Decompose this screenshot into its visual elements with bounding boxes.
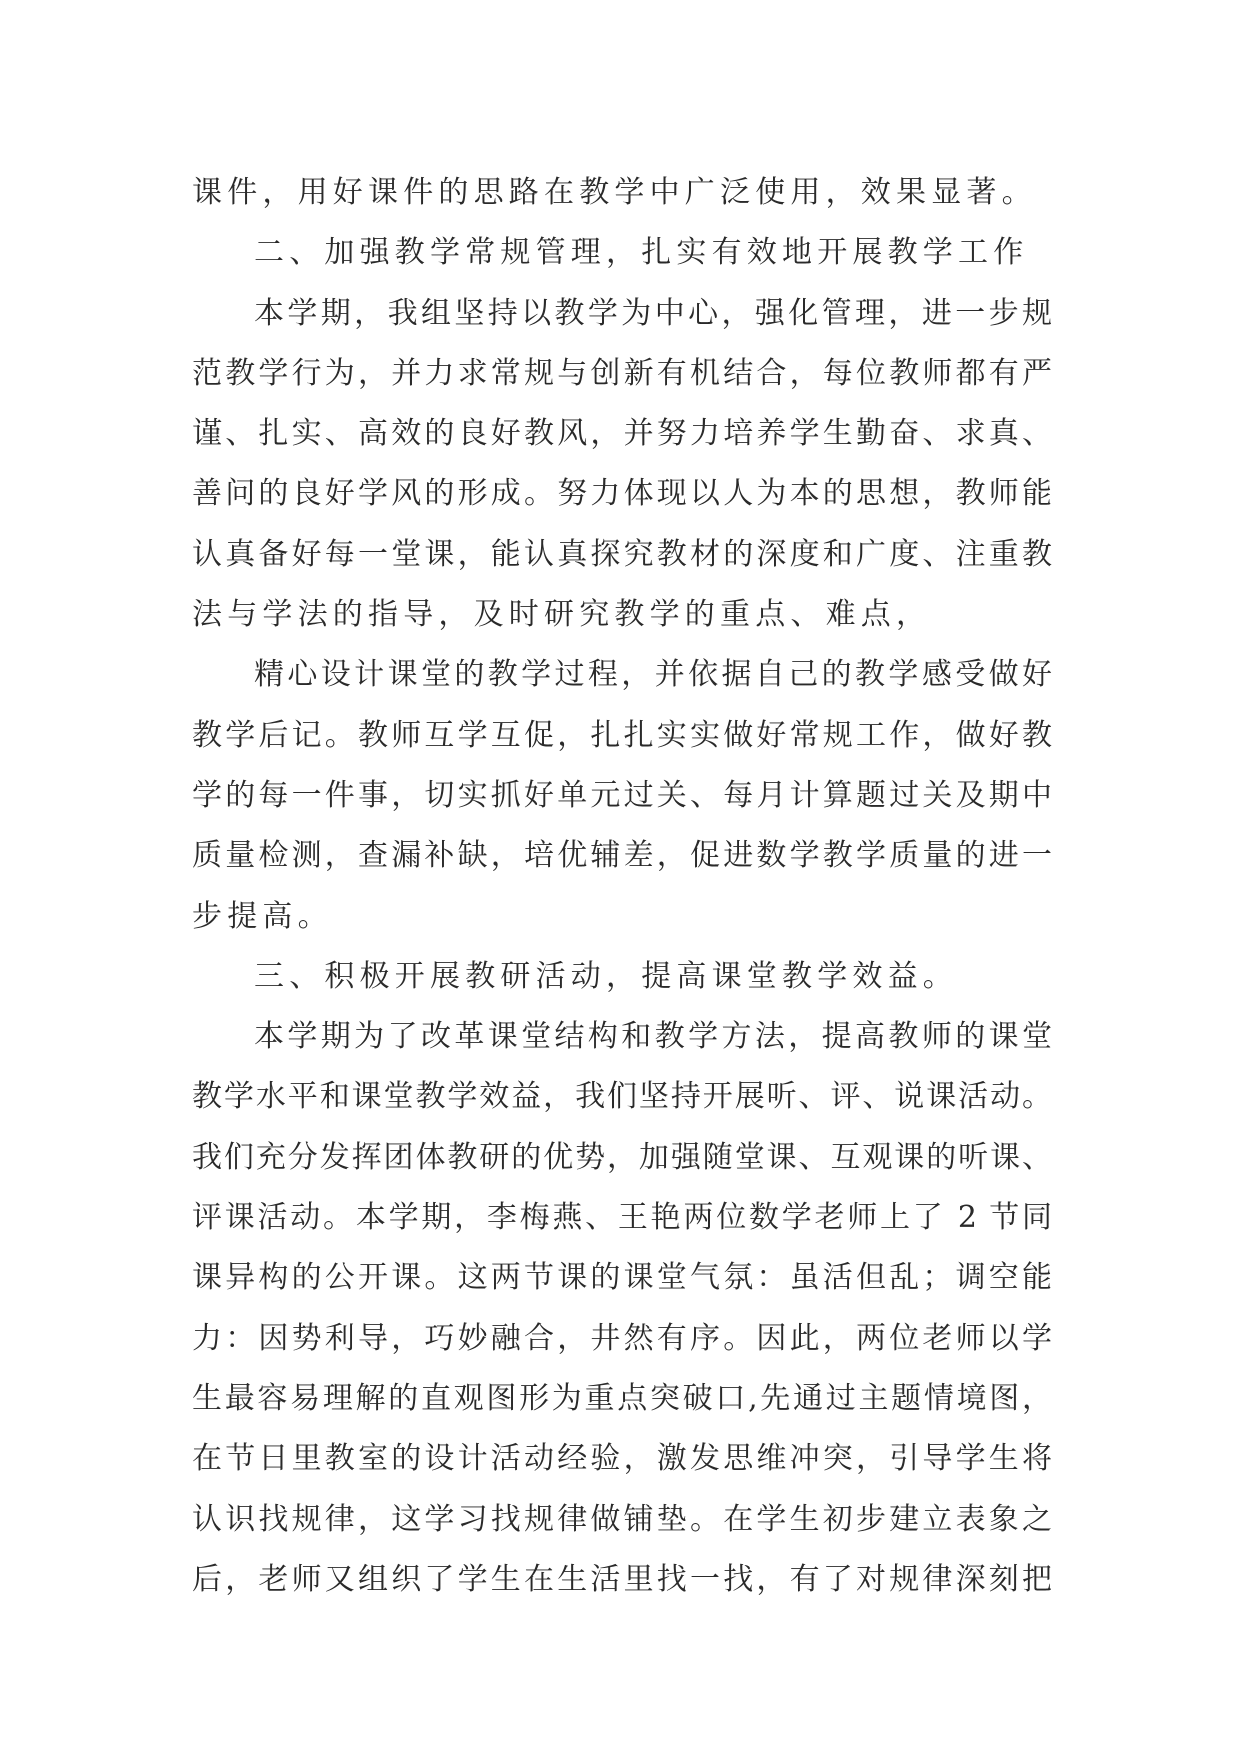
text-line: 后，老师又组织了学生在生活里找一找，有了对规律深刻把 — [192, 1561, 1052, 1597]
text-line: 课异构的公开课。这两节课的课堂气氛：虽活但乱；调空能 — [192, 1260, 1052, 1296]
text-line: 二、加强教学常规管理，扎实有效地开展教学工作 — [254, 235, 1029, 271]
text-line: 认识找规律，这学习找规律做铺垫。在学生初步建立表象之 — [192, 1501, 1052, 1537]
text-line: 生最容易理解的直观图形为重点突破口,先通过主题情境图， — [192, 1380, 1052, 1416]
text-line: 精心设计课堂的教学过程，并依据自己的教学感受做好 — [254, 657, 1052, 693]
text-line: 课件，用好课件的思路在教学中广泛使用，效果显著。 — [192, 175, 1037, 210]
text-line: 教学水平和课堂教学效益，我们坚持开展听、评、说课活动。 — [192, 1079, 1052, 1115]
text-line: 法与学法的指导，及时研究教学的重点、难点， — [192, 597, 932, 633]
text-line: 在节日里教室的设计活动经验，激发思维冲突，引导学生将 — [192, 1441, 1052, 1477]
text-line: 评课活动。本学期，李梅燕、王艳两位数学老师上了 2 节同 — [192, 1200, 1052, 1236]
text-line: 谨、扎实、高效的良好教风，并努力培养学生勤奋、求真、 — [192, 416, 1052, 452]
text-line: 本学期，我组坚持以教学为中心，强化管理，进一步规 — [254, 295, 1052, 331]
text-line: 善问的良好学风的形成。努力体现以人为本的思想，教师能 — [192, 476, 1052, 512]
text-line: 教学后记。教师互学互促，扎扎实实做好常规工作，做好教 — [192, 717, 1052, 753]
text-line: 力：因势利导，巧妙融合，井然有序。因此，两位老师以学 — [192, 1320, 1052, 1356]
text-line: 本学期为了改革课堂结构和教学方法，提高教师的课堂 — [254, 1019, 1052, 1055]
text-line: 我们充分发挥团体教研的优势，加强随堂课、互观课的听课、 — [192, 1139, 1052, 1175]
text-line: 认真备好每一堂课，能认真探究教材的深度和广度、注重教 — [192, 536, 1052, 572]
document-body — [192, 163, 1052, 1610]
text-line: 质量检测，查漏补缺，培优辅差，促进数学教学质量的进一 — [192, 838, 1052, 874]
text-line: 学的每一件事，切实抓好单元过关、每月计算题过关及期中 — [192, 777, 1052, 813]
text-line: 三、积极开展教研活动，提高课堂教学效益。 — [254, 958, 958, 994]
text-line: 范教学行为，并力求常规与创新有机结合，每位教师都有严 — [192, 355, 1052, 391]
text-line: 步提高。 — [192, 898, 333, 934]
